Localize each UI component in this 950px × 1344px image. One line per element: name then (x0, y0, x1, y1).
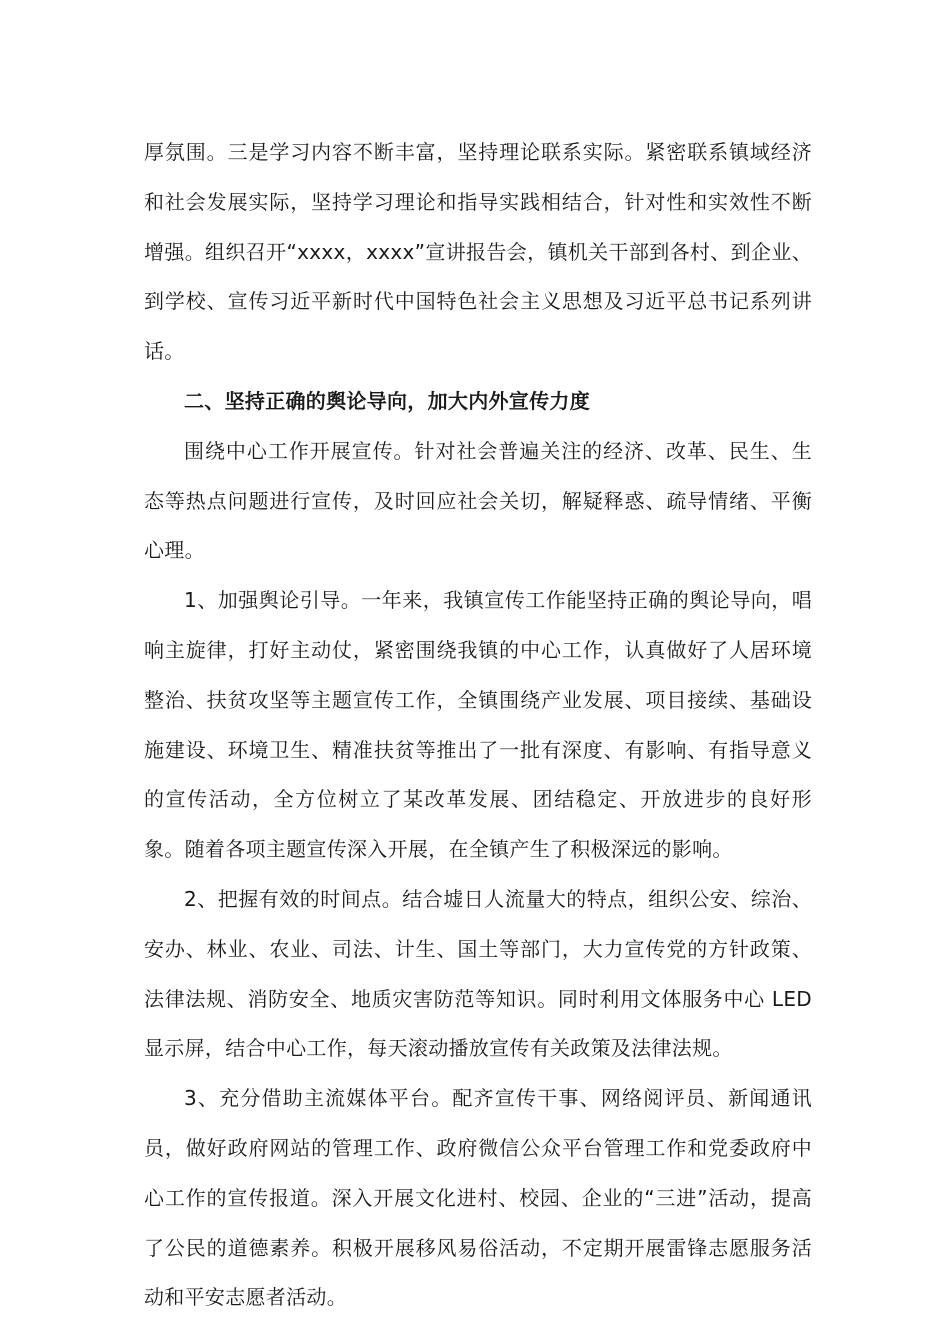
paragraph-center-work-publicity: 围绕中心工作开展宣传。针对社会普遍关注的经济、改革、民生、生态等热点问题进行宣传，及时回应社会关切，解疑释惑、疏导情绪、平衡心理。 (144, 438, 812, 563)
paragraph-study-content: 厚氛围。三是学习内容不断丰富，坚持理论联系实际。紧密联系镇域经济和社会发展实际，坚持学习理论和指导实践相结合，针对性和实效性不断增强。组织召开“xxxx，xxxx”宣讲报告会，镇机关干部到各村、到企业、到学校、宣传习近平新时代中国特色社会主义思想及习近平总书记系列讲话。 (144, 140, 812, 364)
section-heading-public-opinion: 二、坚持正确的舆论导向，加大内外宣传力度 (184, 388, 590, 413)
document-page (144, 128, 812, 1323)
paragraph-item-3-media-platform: 3、充分借助主流媒体平台。配齐宣传干事、网络阅评员、新闻通讯员，做好政府网站的管理工作、政府微信公众平台管理工作和党委政府中心工作的宣传报道。深入开展文化进村、校园、企业的“三进”活动，提高了公民的道德素养。积极开展移风易俗活动，不定期开展雷锋志愿服务活动和平安志愿者活动。 (144, 1086, 812, 1310)
paragraph-item-1-opinion-guidance: 1、加强舆论引导。一年来，我镇宣传工作能坚持正确的舆论导向，唱响主旋律，打好主动仗，紧密围绕我镇的中心工作，认真做好了人居环境整治、扶贫攻坚等主题宣传工作，全镇围绕产业发展、项目接续、基础设施建设、环境卫生、精准扶贫等推出了一批有深度、有影响、有指导意义的宣传活动，全方位树立了某改革发展、团结稳定、开放进步的良好形象。随着各项主题宣传深入开展，在全镇产生了积极深远的影响。 (144, 588, 812, 862)
paragraph-item-2-time-point: 2、把握有效的时间点。结合墟日人流量大的特点，组织公安、综治、安办、林业、农业、司法、计生、国土等部门，大力宣传党的方针政策、法律法规、消防安全、地质灾害防范等知识。同时利用文体服务中心 LED 显示屏，结合中心工作，每天滚动播放宣传有关政策及法律法规。 (144, 886, 812, 1061)
